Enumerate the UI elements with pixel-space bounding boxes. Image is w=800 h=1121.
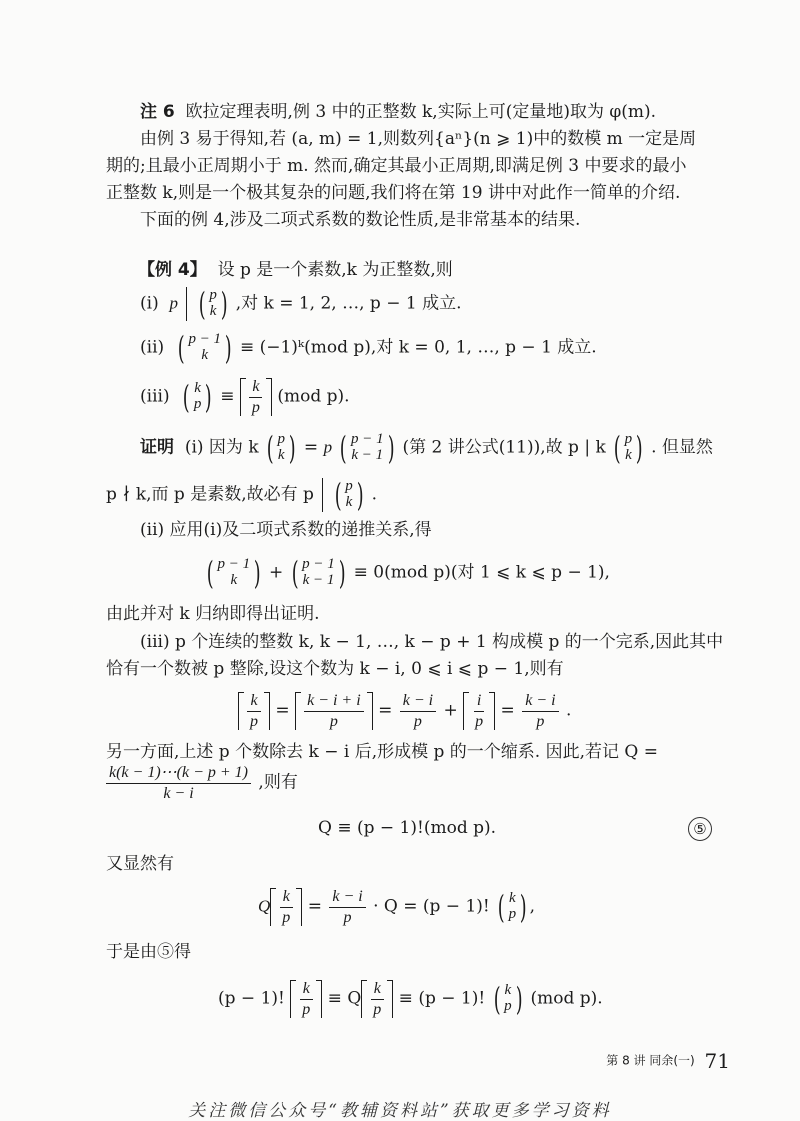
eq-sign: = xyxy=(500,700,515,721)
floor-k-p-2: $\frac{k}{p}$ xyxy=(270,888,302,926)
item-iii-tail: (mod p). xyxy=(277,386,350,407)
item-i-label: (i) xyxy=(140,293,159,314)
equation-6 xyxy=(258,888,535,926)
proof-other-line1: 另一方面,上述 p 个数除去 k − i 后,形成模 p 的一个缩系. 因此,若记 Q = xyxy=(106,742,658,762)
divides-bar xyxy=(186,287,187,321)
equation-7-b: ≡ Q xyxy=(327,988,362,1009)
binom-pm1-km1-2: ( p − 1 k − 1 ) xyxy=(291,554,346,592)
floor-k-p: $\frac{k}{p}$ xyxy=(238,692,270,730)
binom-pm1-km1: ( p − 1 k − 1 ) xyxy=(340,429,395,467)
eq-sign: = xyxy=(275,700,290,721)
equation-7 xyxy=(218,980,603,1018)
equation-6-mid: · Q = (p − 1)! xyxy=(373,896,490,917)
plus-sign: + xyxy=(443,700,458,721)
proof-line2 xyxy=(106,478,377,512)
frac-Q: $\frac{k(k - 1)\cdots(k - p + 1)}{k - i}$ xyxy=(106,764,251,802)
example4-heading xyxy=(138,262,453,279)
proof-ii-end: 由此并对 k 归纳即得出证明. xyxy=(106,604,320,624)
binom-p-k: ( p k ) xyxy=(198,285,228,323)
frac-kmi-p-2: $\frac{k - i}{p}$ xyxy=(522,692,558,730)
eq-sign: = xyxy=(378,700,393,721)
period: . xyxy=(371,484,378,505)
chapter-title: 第 8 讲 同余(一) xyxy=(606,1053,695,1068)
equation-5: Q ≡ (p − 1)!(mod p). xyxy=(318,818,497,838)
example4-item-ii xyxy=(140,329,597,367)
frac-kmi-p: $\frac{k - i}{p}$ xyxy=(400,692,436,730)
binom-p-k-3: ( p k ) xyxy=(613,429,643,467)
binom-k-p-3: ( k p ) xyxy=(493,980,523,1019)
proof-p1b: (第 2 讲公式(11)),故 p | k xyxy=(402,437,606,458)
math-p: p xyxy=(323,437,333,457)
item-ii-label: (ii) xyxy=(140,337,165,358)
divides-bar xyxy=(322,478,323,512)
watermark: 关注微信公众号“教辅资料站”获取更多学习资料 xyxy=(188,1101,612,1121)
note6-line3: 期的;且最小正周期小于 m. 然而,确定其最小正周期,即满足例 3 中要求的最小 xyxy=(106,156,687,176)
binom-pm1-k: ( p − 1 k ) xyxy=(177,329,232,367)
Q-definition xyxy=(104,764,298,802)
proof-line1 xyxy=(140,429,713,467)
item-i-tail: ,对 k = 1, 2, …, p − 1 成立. xyxy=(235,293,462,314)
note6-line4: 正整数 k,则是一个极其复杂的问题,我们将在第 19 讲中对此作一简单的介绍. xyxy=(106,183,681,203)
proof-also: 又显然有 xyxy=(106,854,174,874)
floor-k-p-3: $\frac{k}{p}$ xyxy=(290,980,322,1018)
proof-label: 证明 xyxy=(140,437,174,458)
equation-7-c: ≡ (p − 1)! xyxy=(398,988,486,1009)
floor-k-over-p: $\frac{k}{p}$ xyxy=(240,378,272,416)
binom-k-p: ( k p ) xyxy=(183,378,213,417)
period: . xyxy=(565,700,572,721)
binom-p-k-4: ( p k ) xyxy=(334,476,364,514)
note6-line1 xyxy=(140,104,656,121)
math-Q: Q xyxy=(258,896,271,916)
note6-line2: 由例 3 易于得知,若 (a, m) = 1,则数列{aⁿ}(n ⩾ 1)中的数模 m 一定是周 xyxy=(140,129,697,149)
note6-text1: 欧拉定理表明,例 3 中的正整数 k,实际上可(定量地)取为 φ(m). xyxy=(185,102,657,122)
equation-floor-split xyxy=(238,692,571,730)
equation-tag-5: ⑤ xyxy=(688,817,712,841)
plus-sign: + xyxy=(269,562,284,583)
equation-7-a: (p − 1)! xyxy=(218,988,285,1009)
item-iii-label: (iii) xyxy=(140,386,170,407)
item-ii-tail: ≡ (−1)ᵏ(mod p),对 k = 0, 1, …, p − 1 成立. xyxy=(239,337,597,358)
equiv-sign: ≡ xyxy=(220,386,235,407)
binom-pm1-k-2: ( p − 1 k ) xyxy=(206,554,261,592)
note6-label: 注 6 xyxy=(140,102,175,122)
floor-k-p-4: $\frac{k}{p}$ xyxy=(361,980,393,1018)
example4-item-iii xyxy=(140,378,350,416)
proof-iii-line1: (iii) p 个连续的整数 k, k − 1, …, k − p + 1 构成模 p 的一个完系,因此其中 xyxy=(140,632,724,652)
equation-recurrence-tail: ≡ 0(mod p)(对 1 ⩽ k ⩽ p − 1), xyxy=(353,562,610,583)
proof-ii-text: (ii) 应用(i)及二项式系数的递推关系,得 xyxy=(140,520,432,540)
frac-kmi-p-3: $\frac{k - i}{p}$ xyxy=(329,888,365,926)
eq-sign: = xyxy=(307,896,322,917)
proof-p1a: (i) 因为 k xyxy=(184,437,259,458)
example4-intro: 设 p 是一个素数,k 为正整数,则 xyxy=(217,260,453,280)
example4-label: 【例 4】 xyxy=(138,260,207,280)
note6-line5: 下面的例 4,涉及二项式系数的数论性质,是非常基本的结果. xyxy=(140,210,581,230)
example4-item-i xyxy=(140,287,461,321)
proof-iii-line2: 恰有一个数被 p 整除,设这个数为 k − i, 0 ⩽ i ⩽ p − 1,则有 xyxy=(106,659,564,679)
comma: , xyxy=(529,896,536,917)
floor-kmi-pi: $\frac{k - i + i}{p}$ xyxy=(295,692,373,730)
other-then: ,则有 xyxy=(258,772,298,793)
floor-i-p: $\frac{i}{p}$ xyxy=(463,692,495,730)
proof-from5: 于是由⑤得 xyxy=(106,942,191,962)
page-footer xyxy=(606,1049,730,1073)
equation-7-d: (mod p). xyxy=(530,988,603,1009)
proof-p1c: . 但显然 xyxy=(651,437,713,458)
page-number: 71 xyxy=(704,1049,730,1073)
equation-recurrence xyxy=(204,554,610,592)
proof-p2a: p ∤ k,而 p 是素数,故必有 p xyxy=(106,484,314,505)
math-p: p xyxy=(169,293,179,313)
binom-p-k-2: ( p k ) xyxy=(266,429,296,467)
binom-k-p-2: ( k p ) xyxy=(497,888,527,927)
eq-sign: = xyxy=(303,437,319,458)
